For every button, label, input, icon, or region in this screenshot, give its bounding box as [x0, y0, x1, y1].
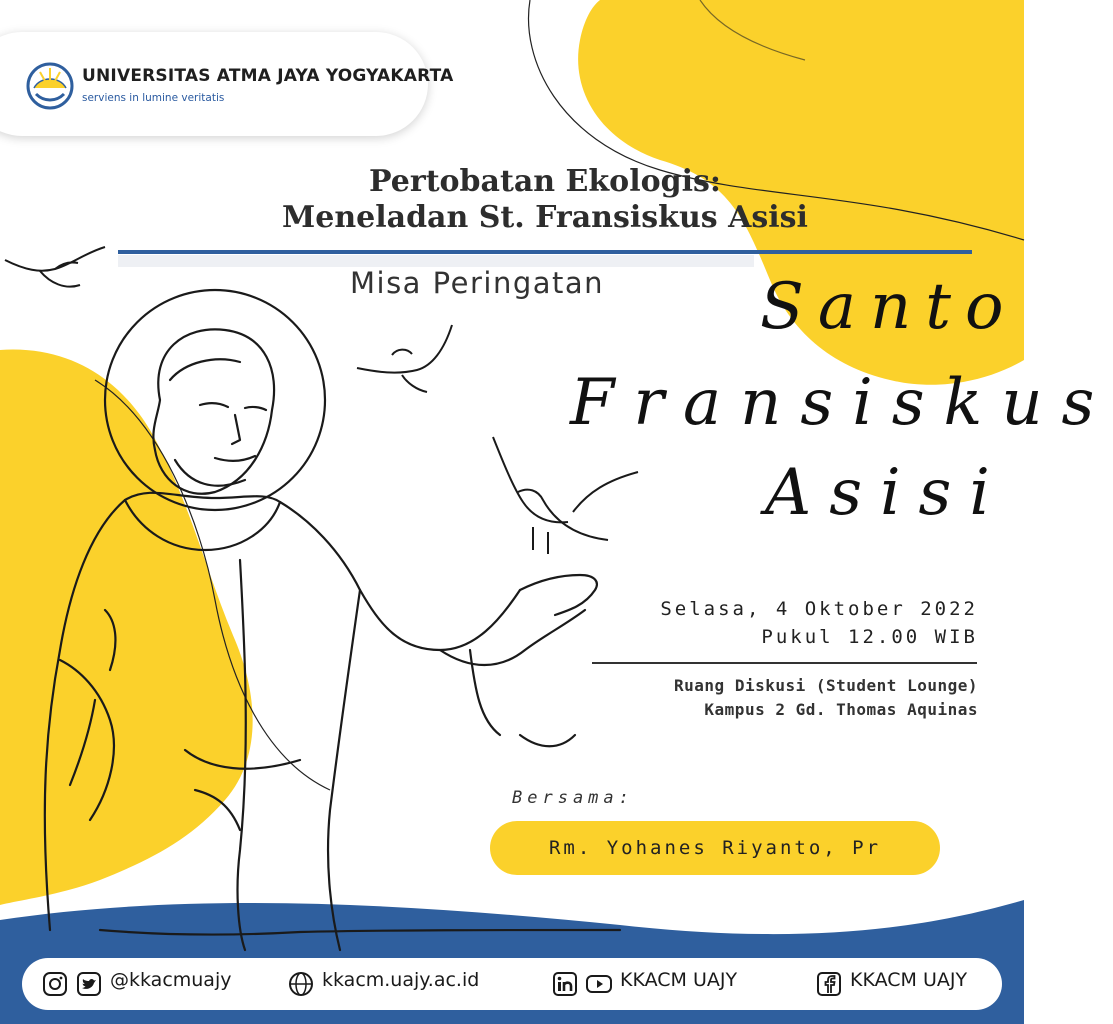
event-place-line1: Ruang Diskusi (Student Lounge): [674, 676, 978, 695]
university-emblem-icon: [22, 58, 78, 114]
website-link[interactable]: kkacm.uajy.ac.id: [322, 969, 480, 991]
event-title-line1: Pertobatan Ekologis:: [369, 164, 721, 199]
instagram-icon[interactable]: [42, 971, 68, 997]
event-title-line2: Meneladan St. Fransiskus Asisi: [282, 200, 808, 235]
saint-name-line2: Fransiskus: [570, 366, 1113, 440]
title-divider: [118, 250, 972, 254]
bird-drawing-2: [352, 320, 462, 395]
youtube-icon[interactable]: [586, 971, 612, 997]
speaker-name: Rm. Yohanes Riyanto, Pr: [548, 837, 882, 859]
university-motto: serviens in lumine veritatis: [82, 92, 225, 104]
event-place-line2: Kampus 2 Gd. Thomas Aquinas: [704, 700, 978, 719]
event-date: Selasa, 4 Oktober 2022: [660, 598, 978, 620]
facebook-name[interactable]: KKACM UAJY: [850, 969, 968, 991]
twitter-icon[interactable]: [76, 971, 102, 997]
bird-drawing-1: [0, 235, 120, 305]
details-divider: [592, 662, 977, 664]
speaker-label: Bersama:: [512, 788, 634, 808]
halo: [105, 290, 325, 510]
event-subtitle: Misa Peringatan: [350, 266, 605, 300]
university-name: UNIVERSITAS ATMA JAYA YOGYAKARTA: [82, 66, 454, 86]
saint-name-line3: Asisi: [765, 456, 1008, 530]
facebook-icon[interactable]: [816, 971, 842, 997]
dove-on-hand: [488, 432, 648, 562]
event-time: Pukul 12.00 WIB: [761, 626, 978, 648]
saint-name-line1: Santo: [760, 270, 1018, 344]
linkedin-icon[interactable]: [552, 971, 578, 997]
linkedin-youtube-name[interactable]: KKACM UAJY: [620, 969, 738, 991]
www-icon[interactable]: [288, 971, 314, 997]
social-handle[interactable]: @kkacmuajy: [110, 969, 232, 991]
